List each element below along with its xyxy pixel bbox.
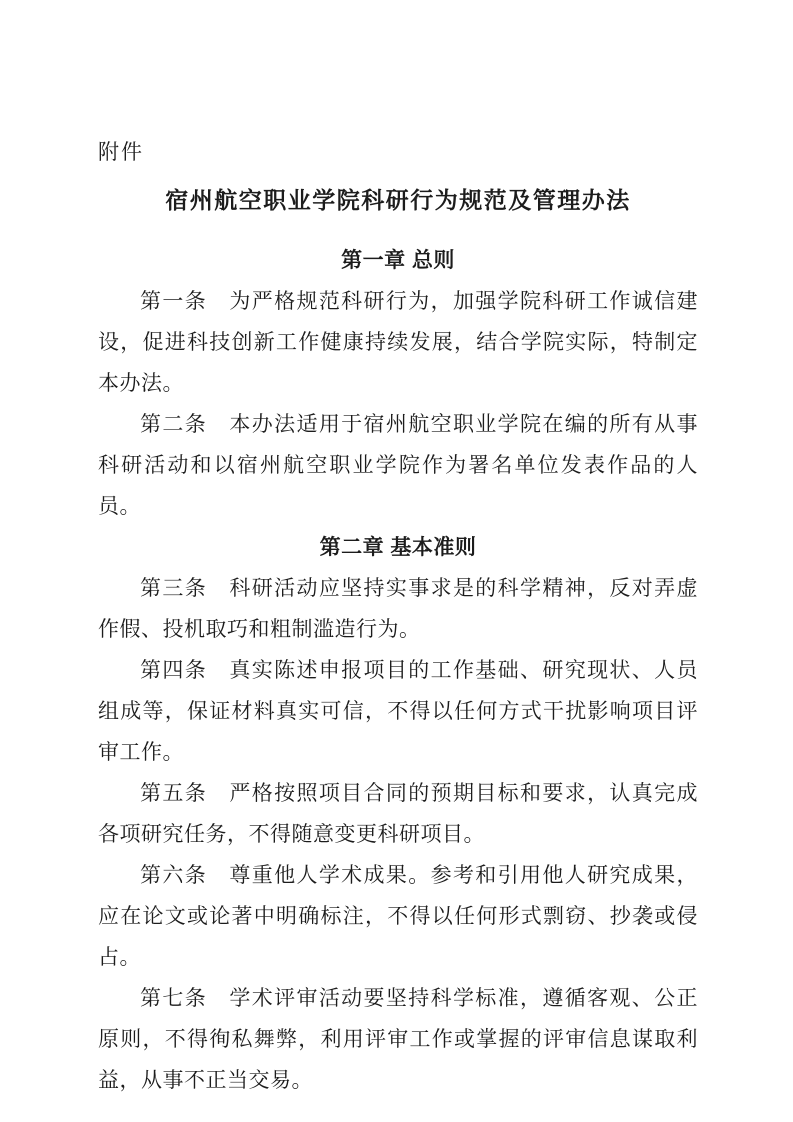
article-1: 第一条 为严格规范科研行为，加强学院科研工作诚信建设，促进科技创新工作健康持续发展，结合学院实际，特制定本办法。 <box>98 289 698 395</box>
chapter-2-heading: 第二章 基本准则 <box>319 536 477 559</box>
article-4: 第四条 真实陈述申报项目的工作基础、研究现状、人员组成等，保证材料真实可信，不得以任何方式干扰影响项目评审工作。 <box>98 658 698 764</box>
article-3: 第三条 科研活动应坚持实事求是的科学精神，反对弄虚作假、投机取巧和粗制滥造行为。 <box>98 576 698 641</box>
document-title: 宿州航空职业学院科研行为规范及管理办法 <box>165 187 631 213</box>
article-7: 第七条 学术评审活动要坚持科学标准，遵循客观、公正原则，不得徇私舞弊，利用评审工作或掌握的评审信息谋取利益，从事不正当交易。 <box>98 986 698 1092</box>
article-6: 第六条 尊重他人学术成果。参考和引用他人研究成果，应在论文或论著中明确标注，不得以任何形式剽窃、抄袭或侵占。 <box>98 863 698 969</box>
article-5: 第五条 严格按照项目合同的预期目标和要求，认真完成各项研究任务，不得随意变更科研项目。 <box>98 781 698 846</box>
chapter-1-heading: 第一章 总则 <box>341 249 455 272</box>
attachment-label: 附件 <box>98 140 144 164</box>
article-2: 第二条 本办法适用于宿州航空职业学院在编的所有从事科研活动和以宿州航空职业学院作为署名单位发表作品的人员。 <box>98 412 698 518</box>
